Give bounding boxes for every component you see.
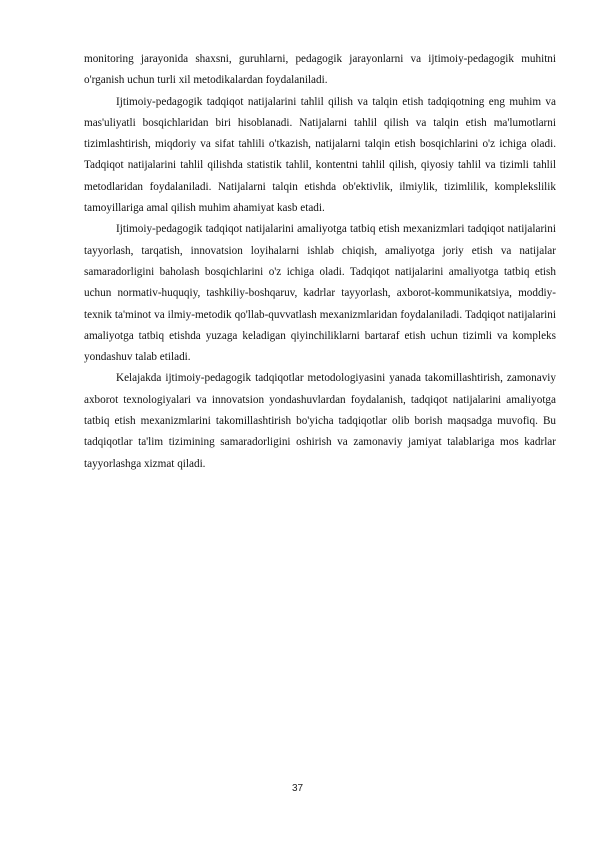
paragraph-continuation: monitoring jarayonida shaxsni, guruhlarni, pedagogik jarayonlarni va ijtimoiy-pedagogik muhitni o'rganish uchun turli xil metodikalardan foydalaniladi.: [84, 53, 556, 87]
paragraph-analysis: Ijtimoiy-pedagogik tadqiqot natijalarini tahlil qilish va talqin etish tadqiqotning eng muhim va mas'uliyatli bosqichlaridan biri hisoblanadi. Natijalarni tahlil qilish va talqin etish ma'lumotlarni tizimlashtirish, miqdoriy va sifat tahlili o'tkazish, natijalarni talqin etish bosqichlarini o'z ichiga oladi. Tadqiqot natijalarini tahlil qilishda statistik tahlil, kontentni tahlil qilish, qiyosiy tahlil va tizimli tahlil metodlaridan foydalaniladi. Natijalarni talqin etishda ob'ektivlik, ilmiylik, tizimlilik, komplekslilik tamoyillariga amal qilish muhim ahamiyat kasb etadi.: [84, 95, 556, 215]
paragraph-future: Kelajakda ijtimoiy-pedagogik tadqiqotlar metodologiyasini yanada takomillashtirish, zamonaviy axborot texnologiyalari va innovatsion yondashuvlardan foydalanish, tadqiqot natijalarini amaliyotga tatbiq etish mexanizmlarini takomillashtirish bo'yicha tadqiqotlar olib borish maqsadga muvofiq. Bu tadqiqotlar ta'lim tizimining samaradorligini oshirish va zamonaviy jamiyat talablariga mos kadrlar tayyorlashga xizmat qiladi.: [84, 372, 556, 470]
paragraph-implementation: Ijtimoiy-pedagogik tadqiqot natijalarini amaliyotga tatbiq etish mexanizmlari tadqiqot natijalarini tayyorlash, tarqatish, innovatsion loyihalarni ishlab chiqish, amaliyotga joriy etish va natijalar samaradorligini baholash bosqichlarini o'z ichiga oladi. Tadqiqot natijalarini amaliyotga tatbiq etish uchun normativ-huquqiy, tashkiliy-boshqaruv, kadrlar tayyorlash, axborot-kommunikatsiya, moddiy-texnik ta'minot va ilmiy-metodik qo'llab-quvvatlash mexanizmlaridan foydalaniladi. Tadqiqot natijalarini amaliyotga tatbiq etishda yuzaga keladigan qiyinchiliklarni bartaraf etish uchun tizimli va kompleks yondashuv talab etiladi.: [84, 223, 556, 364]
body-text: [84, 49, 556, 475]
page-number: 37: [291, 783, 304, 794]
